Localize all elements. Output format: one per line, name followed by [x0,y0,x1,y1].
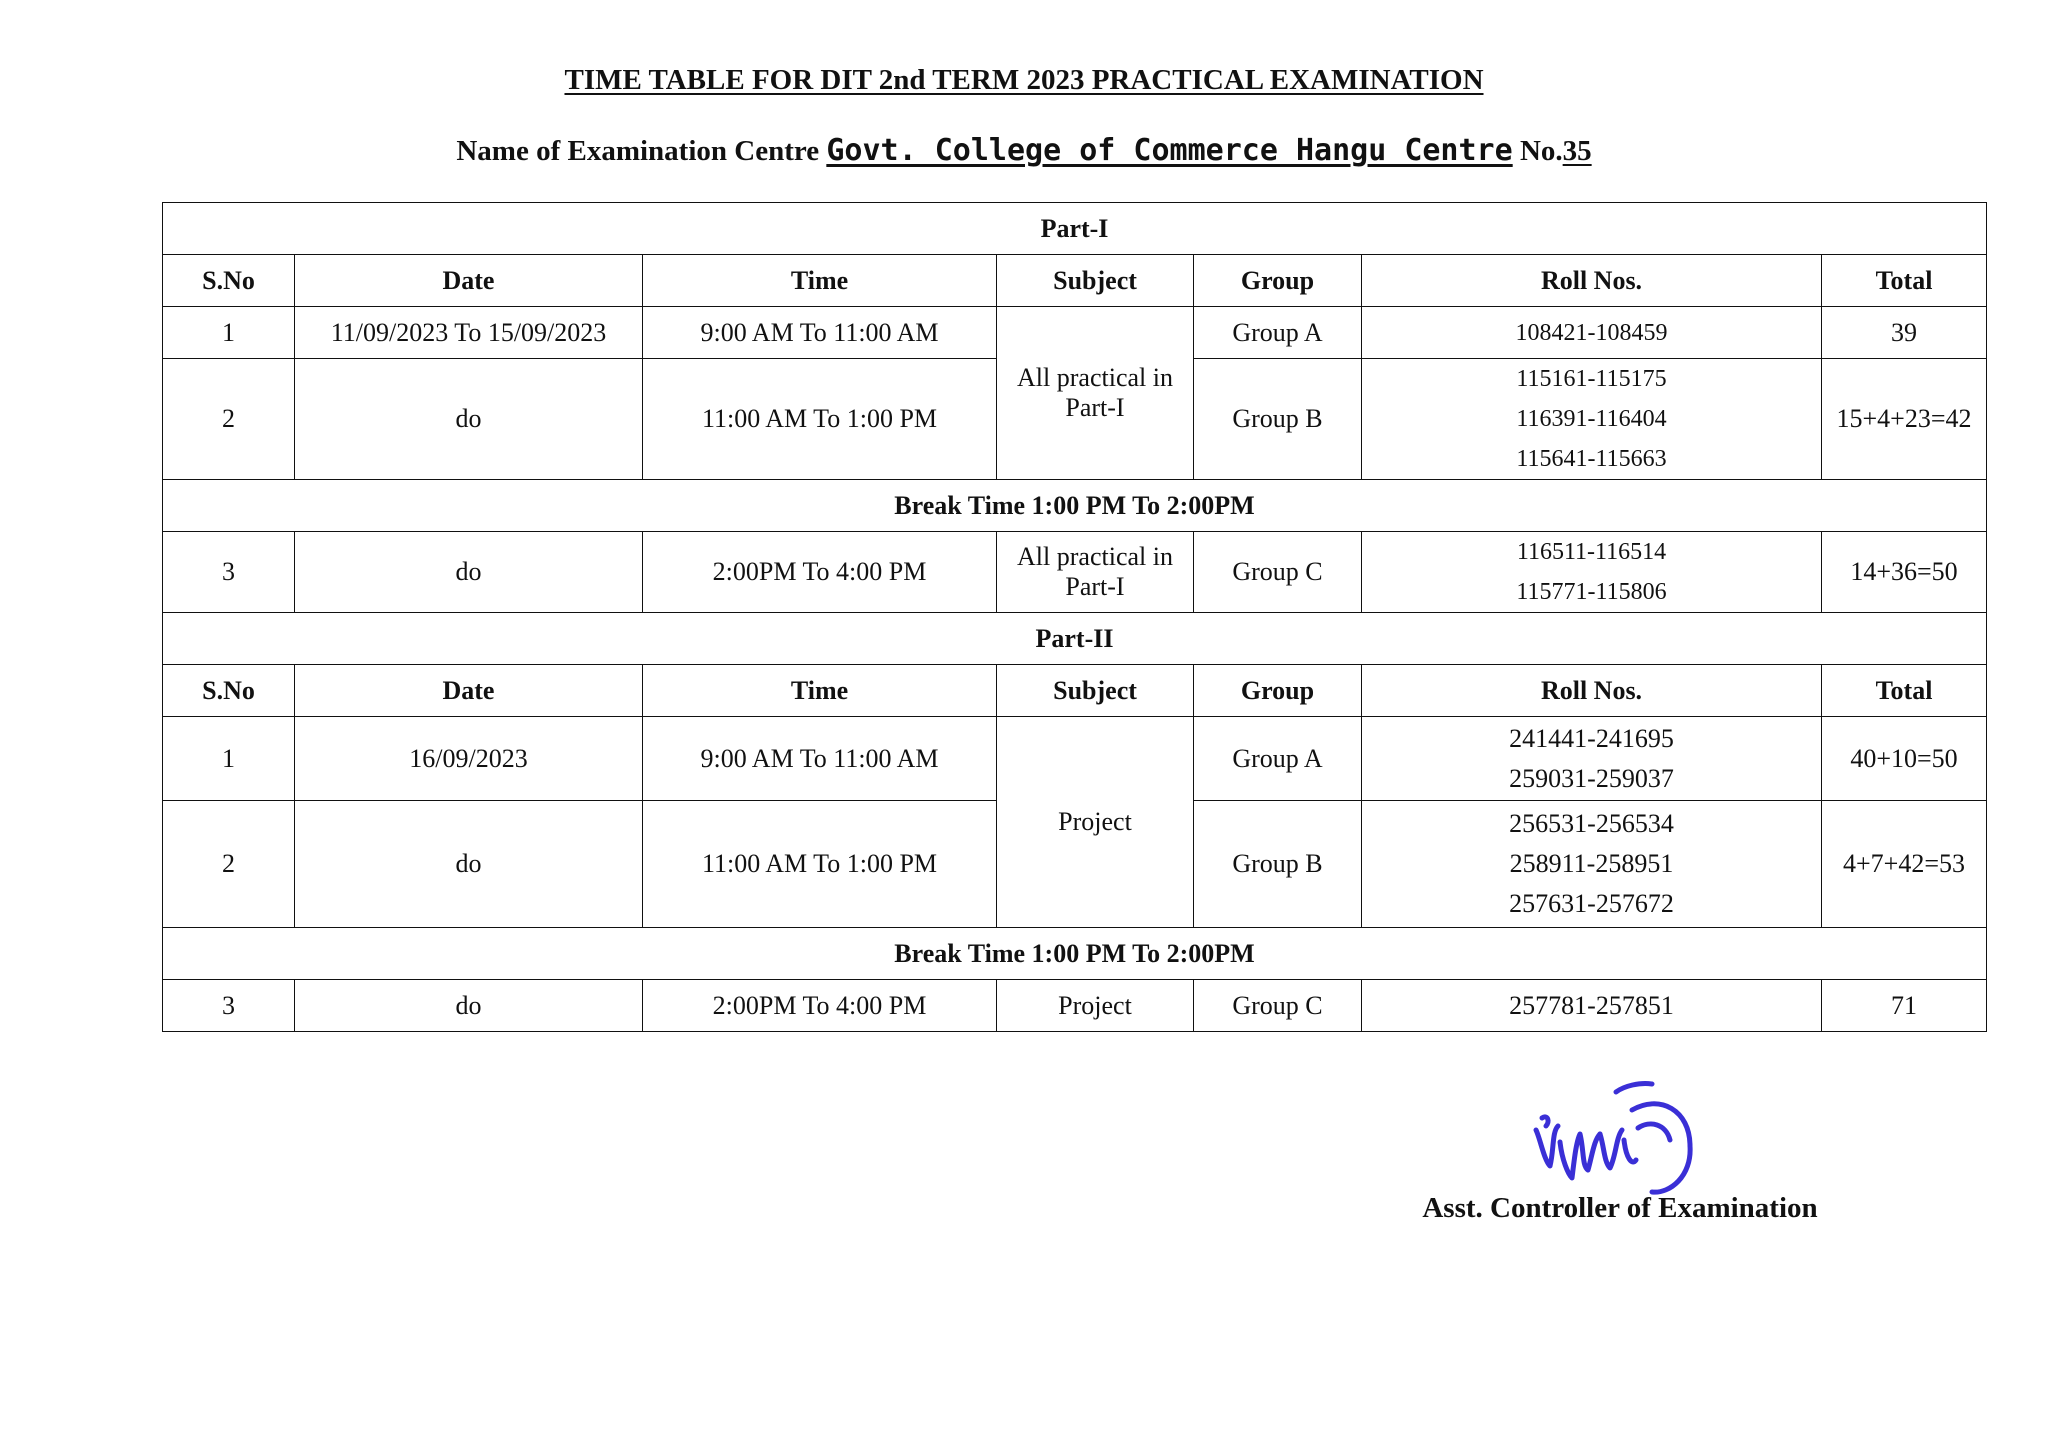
total-cell: 14+36=50 [1822,532,1987,613]
total-cell: 4+7+42=53 [1822,801,1987,928]
time-cell: 11:00 AM To 1:00 PM [643,359,997,480]
roll-nos-cell [1362,359,1822,480]
roll-range: 257631-257672 [1509,889,1674,918]
col-header-sno: S.No [163,665,295,717]
roll-range: 115641-115663 [1516,446,1667,472]
subject-cell: Project [997,717,1194,928]
signatory-title: Asst. Controller of Examination [1422,1192,1818,1224]
roll-nos-cell [1362,717,1822,801]
total-cell: 71 [1822,980,1987,1032]
col-header-time: Time [643,665,997,717]
centre-label: Name of Examination Centre [456,135,820,167]
total-cell: 40+10=50 [1822,717,1987,801]
group-cell: Group A [1194,717,1362,801]
roll-range: 116391-116404 [1516,406,1667,432]
subject-cell: All practical in Part-I [997,532,1194,613]
centre-number: 35 [1562,135,1592,167]
date-cell: 16/09/2023 [295,717,643,801]
roll-range: 256531-256534 [1509,809,1674,838]
date-cell: do [295,359,643,480]
break-time-row: Break Time 1:00 PM To 2:00PM [163,480,1987,532]
roll-nos-cell [1362,307,1822,359]
time-cell: 9:00 AM To 11:00 AM [643,717,997,801]
subject-cell: Project [997,980,1194,1032]
roll-nos-cell [1362,801,1822,928]
roll-range: 108421-108459 [1515,319,1668,346]
roll-nos-cell [1362,532,1822,613]
table-row [163,717,1987,801]
group-cell: Group C [1194,532,1362,613]
roll-range: 115161-115175 [1516,366,1667,392]
time-cell: 2:00PM To 4:00 PM [643,980,997,1032]
subject-cell: All practical in Part-I [997,307,1194,480]
time-cell: 2:00PM To 4:00 PM [643,532,997,613]
roll-range: 241441-241695 [1509,723,1674,753]
total-cell: 39 [1822,307,1987,359]
part-2-heading: Part-II [163,613,1987,665]
sno-cell: 3 [163,532,295,613]
roll-range: 257781-257851 [1509,990,1674,1020]
col-header-roll-nos: Roll Nos. [1362,665,1822,717]
time-cell: 11:00 AM To 1:00 PM [643,801,997,928]
sno-cell: 2 [163,359,295,480]
date-cell: do [295,801,643,928]
col-header-total: Total [1822,255,1987,307]
group-cell: Group C [1194,980,1362,1032]
timetable [162,202,1987,1032]
part-1-heading: Part-I [163,203,1987,255]
group-cell: Group B [1194,359,1362,480]
table-row [163,532,1987,613]
date-cell: do [295,980,643,1032]
col-header-roll-nos: Roll Nos. [1362,255,1822,307]
group-cell: Group B [1194,801,1362,928]
table-row [163,307,1987,359]
col-header-group: Group [1194,665,1362,717]
col-header-date: Date [295,255,643,307]
sno-cell: 1 [163,307,295,359]
centre-no-label: No. [1519,135,1563,167]
part-1-header-row [163,255,1987,307]
document-title: TIME TABLE FOR DIT 2nd TERM 2023 PRACTICAL EXAMINATION [564,64,1484,96]
group-cell: Group A [1194,307,1362,359]
sno-cell: 1 [163,717,295,801]
table-row [163,980,1987,1032]
col-header-subject: Subject [997,255,1194,307]
exam-centre-line [0,133,2048,168]
roll-range: 258911-258951 [1509,849,1674,878]
roll-range: 116511-116514 [1516,539,1667,565]
roll-nos-cell [1362,980,1822,1032]
date-cell: 11/09/2023 To 15/09/2023 [295,307,643,359]
total-cell: 15+4+23=42 [1822,359,1987,480]
col-header-group: Group [1194,255,1362,307]
sno-cell: 2 [163,801,295,928]
col-header-subject: Subject [997,665,1194,717]
roll-range: 115771-115806 [1516,579,1667,605]
break-time-row: Break Time 1:00 PM To 2:00PM [163,928,1987,980]
sno-cell: 3 [163,980,295,1032]
col-header-sno: S.No [163,255,295,307]
roll-range: 259031-259037 [1509,763,1674,793]
centre-name: Govt. College of Commerce Hangu Centre [826,133,1513,168]
date-cell: do [295,532,643,613]
time-cell: 9:00 AM To 11:00 AM [643,307,997,359]
col-header-time: Time [643,255,997,307]
part-2-header-row [163,665,1987,717]
col-header-total: Total [1822,665,1987,717]
col-header-date: Date [295,665,643,717]
